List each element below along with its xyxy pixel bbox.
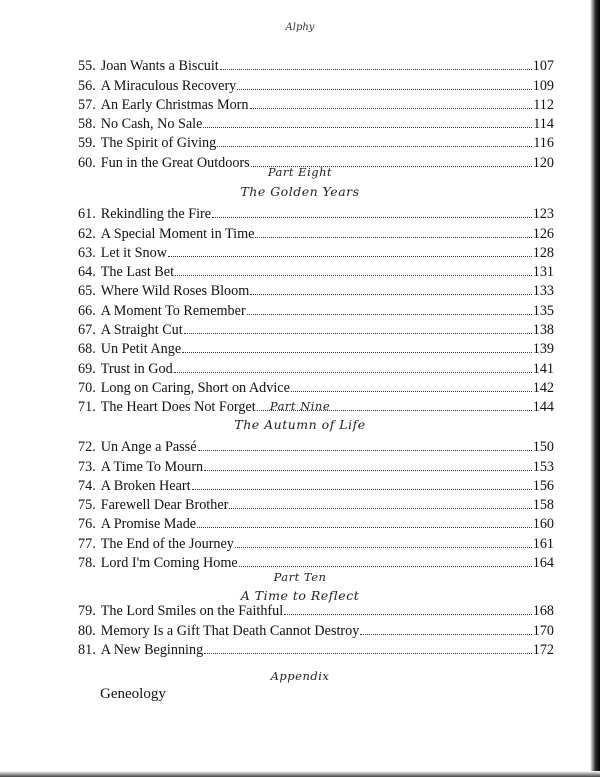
entry-title: Where Wild Roses Bloom (100, 283, 250, 300)
dot-leader (284, 595, 532, 615)
entry-number: 55. (78, 58, 96, 75)
toc-entry (78, 50, 554, 75)
entry-number: 81. (78, 641, 96, 658)
entry-page: 156 (532, 477, 554, 494)
entry-title: Let it Snow (100, 244, 167, 261)
entry-number: 65. (78, 283, 96, 300)
dot-leader (229, 489, 531, 509)
entry-page: 161 (532, 535, 554, 552)
part-subtitle: A Time to Reflect (240, 588, 360, 603)
entry-title: Un Petit Ange (100, 341, 182, 358)
entry-page: 141 (532, 360, 554, 377)
appendix-item: Geneology (100, 686, 166, 702)
entry-page: 158 (532, 497, 554, 514)
dot-leader (168, 237, 532, 257)
entry-page: 120 (532, 154, 554, 171)
entry-title: Rekindling the Fire (100, 206, 212, 223)
entry-number: 73. (78, 458, 96, 475)
entry-number: 66. (78, 302, 96, 319)
part-subtitle: The Autumn of Life (234, 417, 366, 432)
entry-page: 168 (532, 603, 554, 620)
entry-page: 107 (532, 58, 554, 75)
entry-title: A Broken Heart (100, 477, 191, 494)
entry-page: 114 (533, 116, 554, 133)
part-heading: Part Nine (269, 399, 331, 413)
page-edge-shadow (590, 0, 600, 777)
dot-leader (182, 333, 532, 353)
dot-leader (204, 634, 532, 654)
entry-title: The End of the Journey (100, 535, 234, 552)
entry-page: 142 (532, 379, 554, 396)
entry-number: 74. (78, 477, 96, 494)
entry-number: 56. (78, 77, 96, 94)
part-heading: Part Ten (273, 570, 327, 584)
entry-number: 78. (78, 555, 96, 572)
entry-number: 72. (78, 439, 96, 456)
entry-number: 67. (78, 322, 96, 339)
entry-title: A Special Moment in Time (100, 225, 255, 242)
dot-leader (220, 50, 532, 70)
entry-number: 63. (78, 244, 96, 261)
entry-number: 69. (78, 360, 96, 377)
toc-entry (78, 431, 554, 456)
entry-number: 64. (78, 264, 96, 281)
entry-title: Un Ange a Passé (100, 439, 197, 456)
dot-leader (203, 108, 532, 128)
entry-number: 76. (78, 516, 96, 533)
entry-number: 68. (78, 341, 96, 358)
dot-leader (174, 352, 532, 372)
part-heading: Part Eight (267, 165, 333, 179)
entry-title: An Early Christmas Morn (100, 96, 249, 113)
entry-number: 62. (78, 225, 96, 242)
entry-number: 77. (78, 535, 96, 552)
entry-title: A Time To Mourn (100, 458, 204, 475)
toc-section-part-eight (78, 198, 554, 416)
entry-title: Joan Wants a Biscuit (100, 58, 219, 75)
dot-leader (247, 294, 532, 314)
entry-page: 150 (532, 439, 554, 456)
dot-leader (197, 508, 532, 528)
dot-leader (250, 275, 531, 295)
toc-section-part-nine (78, 431, 554, 572)
toc-entry (78, 595, 554, 620)
entry-number: 57. (78, 96, 96, 113)
part-subtitle: The Golden Years (240, 184, 360, 199)
entry-title: A New Beginning (100, 641, 204, 658)
entry-page: 160 (532, 516, 554, 533)
entry-number: 75. (78, 497, 96, 514)
dot-leader (250, 89, 533, 109)
toc-section-part-ten (78, 595, 554, 658)
entry-page: 164 (532, 555, 554, 572)
dot-leader (212, 198, 532, 218)
dot-leader (192, 470, 532, 490)
entry-title: A Moment To Remember (100, 302, 246, 319)
page-bottom-shadow (0, 771, 600, 777)
entry-page: 135 (532, 302, 554, 319)
toc-section-part-seven (78, 50, 554, 171)
entry-title: No Cash, No Sale (100, 116, 203, 133)
entry-title: Memory Is a Gift That Death Cannot Destroy (100, 622, 360, 639)
dot-leader (255, 217, 531, 237)
dot-leader (291, 372, 532, 392)
dot-leader (239, 547, 532, 567)
entry-title: Fun in the Great Outdoors (100, 154, 250, 171)
entry-title: Lord I'm Coming Home (100, 555, 238, 572)
entry-number: 79. (78, 603, 96, 620)
entry-title: Long on Caring, Short on Advice (100, 379, 290, 396)
dot-leader (175, 256, 532, 276)
appendix-heading: Appendix (270, 669, 330, 683)
entry-title: Farewell Dear Brother (100, 497, 229, 514)
entry-page: 131 (532, 264, 554, 281)
entry-number: 58. (78, 116, 96, 133)
entry-page: 139 (532, 341, 554, 358)
entry-title: Trust in God (100, 360, 173, 377)
dot-leader (360, 614, 531, 634)
entry-page: 123 (532, 206, 554, 223)
toc-entry (78, 198, 554, 223)
entry-page: 170 (532, 622, 554, 639)
dot-leader (204, 450, 532, 470)
dot-leader (198, 431, 532, 451)
entry-number: 80. (78, 622, 96, 639)
dot-leader (217, 127, 532, 147)
entry-title: The Lord Smiles on the Faithful (100, 603, 284, 620)
entry-number: 60. (78, 154, 96, 171)
dot-leader (184, 314, 532, 334)
entry-page: 126 (532, 225, 554, 242)
entry-page: 144 (532, 399, 554, 416)
entry-page: 128 (532, 244, 554, 261)
entry-title: The Heart Does Not Forget (100, 399, 256, 416)
entry-page: 112 (533, 96, 554, 113)
dot-leader (251, 146, 532, 166)
entry-number: 71. (78, 399, 96, 416)
entry-title: A Miraculous Recovery (100, 77, 237, 94)
entry-number: 70. (78, 379, 96, 396)
entry-title: A Straight Cut (100, 322, 183, 339)
entry-page: 138 (532, 322, 554, 339)
entry-number: 59. (78, 135, 96, 152)
entry-page: 133 (532, 283, 554, 300)
entry-title: The Spirit of Giving (100, 135, 217, 152)
entry-title: The Last Bet (100, 264, 175, 281)
entry-page: 109 (532, 77, 554, 94)
entry-title: A Promise Made (100, 516, 197, 533)
entry-number: 61. (78, 206, 96, 223)
dot-leader (235, 527, 532, 547)
dot-leader (237, 69, 531, 89)
entry-page: 116 (533, 135, 554, 152)
running-header: Alphy (285, 22, 315, 33)
entry-page: 153 (532, 458, 554, 475)
entry-page: 172 (532, 641, 554, 658)
